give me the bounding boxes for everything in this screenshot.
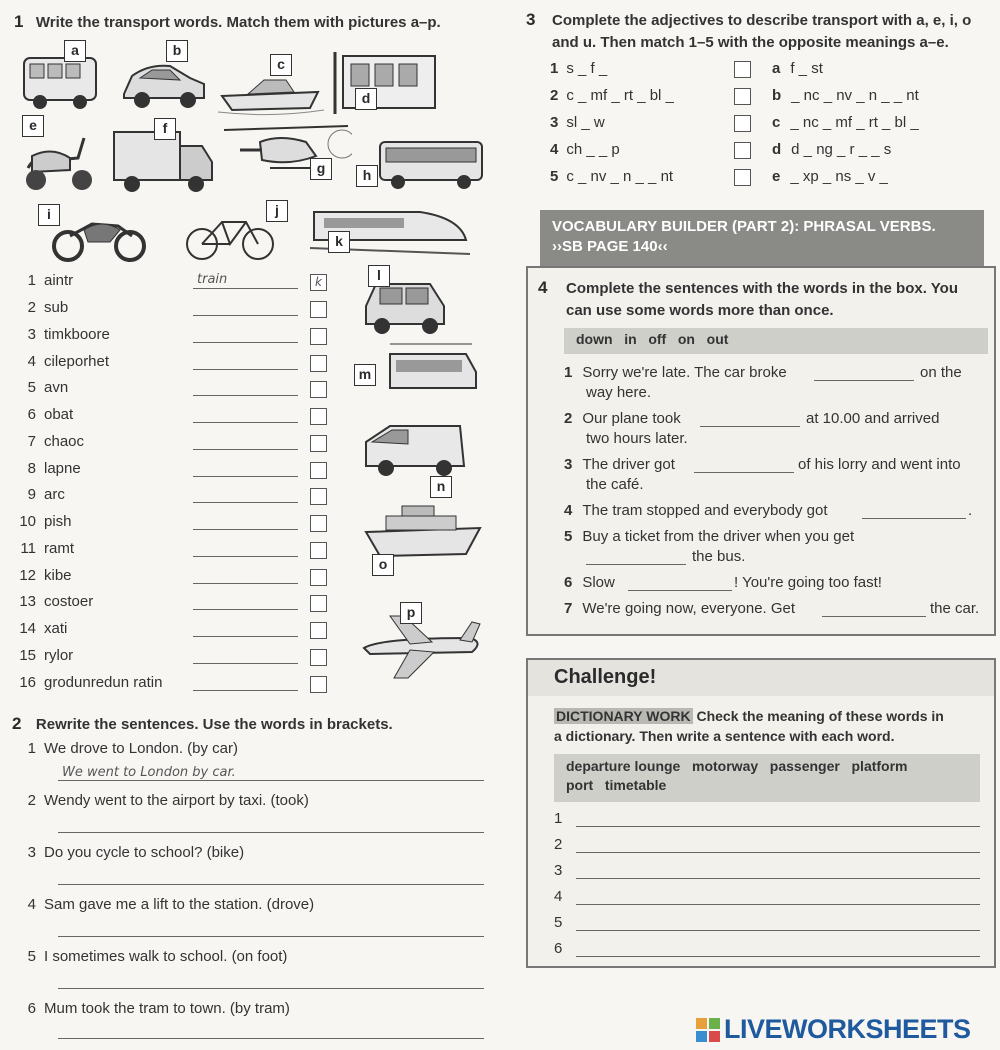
rewrite-field[interactable]	[58, 832, 484, 833]
sentence-text: Mum took the tram to town. (by tram)	[44, 1000, 290, 1017]
item-letter: c	[772, 114, 781, 131]
challenge-title: Challenge!	[554, 666, 657, 688]
list-item	[14, 433, 84, 451]
item-number: 2	[550, 87, 559, 104]
challenge-words-line2: port timetable	[566, 777, 667, 793]
answer-field[interactable]	[193, 395, 298, 396]
answer-field[interactable]	[193, 690, 298, 691]
list-item	[14, 486, 65, 504]
picture-label-h: h	[356, 165, 378, 187]
answer-field[interactable]	[193, 369, 298, 370]
list-item	[14, 299, 68, 317]
sentence-text: Sam gave me a lift to the station. (drove)	[44, 896, 315, 913]
ship-picture	[362, 502, 484, 562]
picture-label-a: a	[64, 40, 86, 62]
item-number: 8	[27, 460, 36, 477]
line-number: 4	[554, 888, 563, 905]
sentence-line[interactable]	[576, 852, 980, 853]
challenge-word-box	[554, 754, 980, 802]
item-number: 1	[27, 272, 36, 289]
item-number: 6	[27, 406, 36, 423]
item-number: 3	[564, 456, 573, 473]
answer-field[interactable]	[193, 502, 298, 503]
logo-text: LIVEWORKSHEETS	[724, 1014, 971, 1044]
match-box[interactable]	[310, 381, 327, 398]
answer-field[interactable]	[193, 476, 298, 477]
match-box[interactable]	[310, 328, 327, 345]
bus-picture	[22, 50, 100, 112]
tram-picture	[380, 340, 480, 396]
item-number: 2	[27, 299, 36, 316]
rewrite-field[interactable]	[58, 765, 484, 781]
gapped-word[interactable]: c _ mf _ rt _ bl _	[566, 87, 674, 104]
scrambled-word: avn	[44, 379, 69, 396]
sentence-part: two hours later.	[586, 430, 688, 447]
scrambled-word: pish	[44, 513, 72, 530]
challenge-lines	[554, 810, 984, 960]
challenge-words-line1: departure lounge motorway passenger platform	[566, 758, 908, 774]
match-box[interactable]	[310, 649, 327, 666]
ex3-right-item	[772, 114, 919, 131]
ex3-left-item	[550, 60, 607, 77]
item-letter: a	[772, 60, 781, 77]
item-number: 3	[550, 114, 559, 131]
list-item	[14, 406, 73, 424]
scrambled-word: timkboore	[44, 326, 110, 343]
item-number: 4	[564, 502, 573, 519]
item-number: 4	[27, 896, 36, 913]
picture-label-m: m	[354, 364, 376, 386]
ex3-match-box[interactable]	[734, 169, 751, 186]
picture-label-f: f	[154, 118, 176, 140]
scrambled-word: aintr	[44, 272, 74, 289]
item-number: 5	[564, 528, 573, 545]
bicycle-picture	[184, 210, 278, 262]
sentence-part: Buy a ticket from the driver when you get	[582, 528, 855, 545]
gap-field[interactable]	[694, 472, 794, 473]
answer-field[interactable]	[193, 342, 298, 343]
scrambled-word: arc	[44, 486, 65, 503]
match-box[interactable]	[310, 355, 327, 372]
ex4-panel	[526, 266, 996, 636]
ex3-match-box[interactable]	[734, 115, 751, 132]
list-item	[14, 567, 72, 585]
answer-field[interactable]	[193, 422, 298, 423]
ex4-sentence	[564, 364, 787, 381]
list-item	[14, 326, 110, 344]
ex4-sentence	[564, 410, 681, 427]
sentence-part: the car.	[930, 600, 980, 617]
ex1-number: 1	[14, 12, 24, 31]
ex2-title: Rewrite the sentences. Use the words in brackets.	[35, 716, 393, 733]
item-number: 3	[27, 326, 36, 343]
transport-pictures	[18, 40, 493, 265]
scooter-picture	[18, 128, 100, 194]
match-box[interactable]	[310, 301, 327, 318]
sentence-part: The tram stopped and everybody got	[582, 502, 828, 519]
gap-field[interactable]	[628, 590, 732, 591]
match-box[interactable]	[310, 488, 327, 505]
word-box	[564, 328, 988, 354]
item-number: 2	[27, 792, 36, 809]
logo-icon	[696, 1018, 720, 1042]
item-number: 4	[550, 141, 559, 158]
ex3-right-item	[772, 168, 888, 185]
gapped-word[interactable]: s _ f _	[566, 60, 608, 77]
sentence-part: the bus.	[692, 548, 746, 565]
answer-field[interactable]	[193, 583, 298, 584]
item-number: 6	[27, 1000, 36, 1017]
ex4-sentence	[564, 502, 828, 519]
ex4-number: 4	[538, 278, 548, 297]
match-box[interactable]	[310, 595, 327, 612]
list-item	[14, 593, 93, 611]
ex4-sentences	[564, 364, 984, 634]
sentence-part: at 10.00 and arrived	[806, 410, 940, 427]
item-number: 16	[19, 674, 36, 691]
picture-label-k: k	[328, 231, 350, 253]
sentence-part: .	[968, 502, 973, 519]
ex3-match-box[interactable]	[734, 142, 751, 159]
list-item	[14, 647, 73, 665]
car-picture	[118, 58, 210, 113]
ex1-title: Write the transport words. Match them with pictures a–p.	[35, 14, 441, 31]
rewrite-field[interactable]	[58, 1038, 484, 1039]
gapped-word[interactable]: f _ st	[790, 60, 823, 77]
instr-line1	[554, 708, 994, 724]
gapped-word[interactable]: c _ nv _ n _ _ nt	[566, 168, 674, 185]
answer-field[interactable]	[193, 609, 298, 610]
match-box[interactable]	[310, 676, 327, 693]
picture-label-e: e	[22, 115, 44, 137]
ex4-sentence	[564, 600, 795, 617]
sentence-part: ! You're going too fast!	[734, 574, 882, 591]
ex3-left-item	[550, 114, 605, 131]
item-number: 15	[19, 647, 36, 664]
challenge-panel	[526, 658, 996, 968]
gapped-word[interactable]: _ nc _ nv _ n _ _ nt	[791, 87, 919, 104]
ex2-sentence	[14, 740, 238, 757]
coach-picture	[376, 134, 488, 194]
item-number: 12	[19, 567, 36, 584]
line-number: 5	[554, 914, 563, 931]
ex3-match-box[interactable]	[734, 88, 751, 105]
scrambled-word: rylor	[44, 647, 74, 664]
item-number: 13	[19, 593, 36, 610]
gapped-word[interactable]: sl _ w	[566, 114, 605, 131]
scrambled-word: xati	[44, 620, 68, 637]
motorbike-picture	[48, 206, 150, 264]
challenge-instructions	[554, 708, 994, 744]
sentence-text: Wendy went to the airport by taxi. (took)	[44, 792, 309, 809]
word-box-words: down in off on out	[576, 331, 729, 347]
picture-label-n: n	[430, 476, 452, 498]
item-letter: b	[772, 87, 782, 104]
ex2-sentence	[14, 896, 314, 913]
scrambled-word: obat	[44, 406, 74, 423]
sentence-part: way here.	[586, 384, 652, 401]
item-number: 9	[27, 486, 36, 503]
picture-label-j: j	[266, 200, 288, 222]
item-number: 1	[550, 60, 559, 77]
sentence-part: of his lorry and went into	[798, 456, 961, 473]
scrambled-word: ramt	[44, 540, 74, 557]
sentence-line[interactable]	[576, 826, 980, 827]
sentence-text: I sometimes walk to school. (on foot)	[44, 948, 288, 965]
sentence-part: Our plane took	[582, 410, 681, 427]
instr-text-1: Check the meaning of these words in	[696, 708, 944, 724]
sentence-part: We're going now, everyone. Get	[582, 600, 796, 617]
item-number: 5	[27, 948, 36, 965]
scrambled-word: sub	[44, 299, 69, 316]
challenge-header	[528, 660, 994, 696]
rewrite-field[interactable]	[58, 884, 484, 885]
ex3-left-item	[550, 141, 620, 158]
vocab-page-ref: ››SB PAGE 140‹‹	[552, 238, 668, 255]
plane-picture	[360, 608, 488, 684]
match-box[interactable]	[310, 435, 327, 452]
van-picture	[360, 420, 470, 482]
sentence-line[interactable]	[576, 904, 980, 905]
rewrite-field[interactable]	[58, 988, 484, 989]
line-number: 3	[554, 862, 563, 879]
sentence-line[interactable]	[576, 878, 980, 879]
picture-label-d: d	[355, 88, 377, 110]
ex3-title-line1: Complete the adjectives to describe transport with a, e, i, o	[552, 12, 972, 29]
ex4-title-line2: can use some words more than once.	[566, 302, 834, 319]
sentence-part: Slow	[582, 574, 615, 591]
scrambled-word: chaoc	[44, 433, 85, 450]
list-item	[14, 620, 67, 638]
underground-picture	[333, 48, 441, 118]
answer-field[interactable]	[193, 529, 298, 530]
item-number: 5	[27, 379, 36, 396]
sentence-part: The driver got	[582, 456, 675, 473]
picture-label-c: c	[270, 54, 292, 76]
ex4-title-line1: Complete the sentences with the words in the box. You	[566, 280, 958, 297]
match-box[interactable]	[310, 569, 327, 586]
gap-field[interactable]	[822, 616, 926, 617]
answer-field[interactable]	[193, 636, 298, 637]
match-box[interactable]	[310, 515, 327, 532]
match-box[interactable]	[310, 408, 327, 425]
item-number: 3	[27, 844, 36, 861]
ex3-right-item	[772, 87, 919, 104]
list-item	[14, 513, 72, 531]
ex3-items	[550, 60, 990, 195]
item-number: 10	[19, 513, 36, 530]
item-number: 14	[19, 620, 36, 637]
helicopter-picture	[220, 120, 352, 182]
item-number: 7	[27, 433, 36, 450]
sentence-text: Do you cycle to school? (bike)	[44, 844, 245, 861]
sentence-part: on the	[920, 364, 962, 381]
picture-label-i: i	[38, 204, 60, 226]
gapped-word[interactable]: _ xp _ ns _ v _	[790, 168, 888, 185]
ex2-number: 2	[12, 714, 22, 733]
item-number: 11	[20, 540, 36, 557]
picture-label-l: l	[368, 265, 390, 287]
instr-line2: a dictionary. Then write a sentence with each word.	[554, 728, 895, 744]
list-item	[14, 540, 74, 558]
scrambled-word: costoer	[44, 593, 94, 610]
gapped-word[interactable]: d _ ng _ r _ _ s	[791, 141, 892, 158]
sentence-text: We drove to London. (by car)	[44, 740, 238, 757]
match-box[interactable]	[310, 462, 327, 479]
ex1-heading	[14, 12, 441, 32]
ex2-sentence	[14, 792, 309, 809]
rewrite-field[interactable]	[58, 936, 484, 937]
ex2-sentence	[14, 1000, 290, 1017]
vocab-builder-banner	[526, 210, 996, 266]
list-item	[14, 353, 109, 371]
ex2-sentence	[14, 948, 287, 965]
scrambled-word: cileporhet	[44, 353, 110, 370]
ex4-sentence	[564, 574, 615, 591]
ex3-left-item	[550, 168, 673, 185]
list-item	[14, 272, 73, 290]
gap-field[interactable]	[586, 564, 686, 565]
item-number: 1	[564, 364, 573, 381]
ex3-title-line2: and u. Then match 1–5 with the opposite meanings a–e.	[552, 34, 949, 51]
picture-label-p: p	[400, 602, 422, 624]
ex4-sentence	[564, 456, 675, 473]
gap-field[interactable]	[814, 380, 914, 381]
answer-field[interactable]	[193, 449, 298, 450]
ex2-heading	[12, 714, 393, 734]
list-item	[14, 379, 68, 397]
scrambled-word: kibe	[44, 567, 72, 584]
dictionary-work-label: DICTIONARY WORK	[556, 708, 691, 724]
answer-field[interactable]	[193, 315, 298, 316]
ex2-sentence	[14, 844, 244, 861]
answer-field[interactable]	[193, 556, 298, 557]
match-letter: k	[315, 275, 322, 289]
ex3-right-item	[772, 60, 823, 77]
sentence-line[interactable]	[576, 930, 980, 931]
ex3-right-item	[772, 141, 891, 158]
transport-pictures-right	[352, 262, 492, 694]
match-box[interactable]	[310, 622, 327, 639]
item-number: 1	[27, 740, 36, 757]
answer-field[interactable]	[193, 663, 298, 664]
scrambled-word: lapne	[44, 460, 81, 477]
vocab-banner-bar	[540, 210, 984, 266]
ex3-number: 3	[526, 10, 536, 29]
sentence-part: Sorry we're late. The car broke	[582, 364, 787, 381]
gapped-word[interactable]: _ nc _ mf _ rt _ bl _	[790, 114, 919, 131]
answer-text: We went to London by car.	[62, 765, 236, 780]
vocab-title: VOCABULARY BUILDER (PART 2): PHRASAL VERBS.	[552, 218, 936, 235]
picture-label-o: o	[372, 554, 394, 576]
ex3-left-item	[550, 87, 674, 104]
item-letter: e	[772, 168, 781, 185]
sentence-line[interactable]	[576, 956, 980, 957]
item-letter: d	[772, 141, 782, 158]
picture-label-g: g	[310, 158, 332, 180]
gapped-word[interactable]: ch _ _ p	[566, 141, 620, 158]
answer-field[interactable]	[193, 272, 298, 289]
match-box[interactable]	[310, 274, 327, 291]
item-number: 5	[550, 168, 559, 185]
gap-field[interactable]	[700, 426, 800, 427]
match-box[interactable]	[310, 542, 327, 559]
ex4-sentence	[564, 528, 854, 545]
gap-field[interactable]	[862, 518, 966, 519]
list-item	[14, 674, 162, 692]
item-number: 4	[27, 353, 36, 370]
ex1-answers	[190, 272, 340, 702]
ex3-match-box[interactable]	[734, 61, 751, 78]
item-number: 6	[564, 574, 573, 591]
picture-label-b: b	[166, 40, 188, 62]
line-number: 2	[554, 836, 563, 853]
line-number: 6	[554, 940, 563, 957]
line-number: 1	[554, 810, 563, 827]
item-number: 2	[564, 410, 573, 427]
sentence-part: the café.	[586, 476, 644, 493]
list-item	[14, 460, 81, 478]
item-number: 7	[564, 600, 573, 617]
answer-text: train	[197, 272, 228, 287]
scrambled-word: grodunredun ratin	[44, 674, 163, 691]
